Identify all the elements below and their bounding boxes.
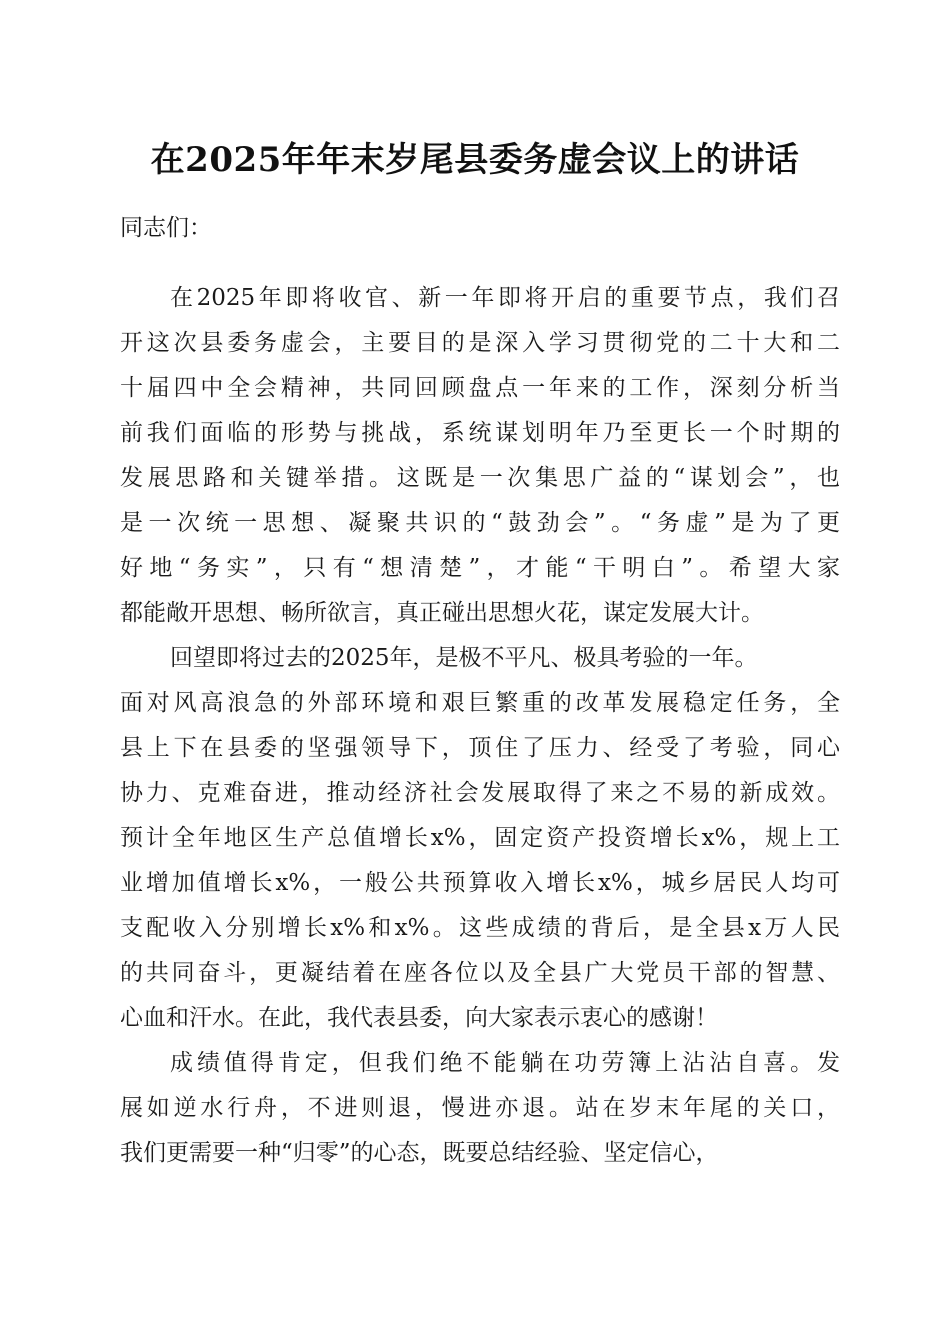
paragraph-line: 预计全年地区生产总值增长x%，固定资产投资增长x%，规上工	[120, 825, 840, 851]
paragraph-line: 前我们面临的形势与挑战，系统谋划明年乃至更长一个时期的	[120, 420, 840, 446]
paragraph-line: 开这次县委务虚会，主要目的是深入学习贯彻党的二十大和二	[120, 330, 840, 356]
paragraph-line: 发展思路和关键举措。这既是一次集思广益的“谋划会”，也	[120, 465, 840, 491]
paragraph-line: 心血和汗水。在此，我代表县委，向大家表示衷心的感谢！	[120, 1005, 718, 1031]
paragraph-line: 的共同奋斗，更凝结着在座各位以及全县广大党员干部的智慧、	[120, 960, 840, 986]
paragraph-line: 面对风高浪急的外部环境和艰巨繁重的改革发展稳定任务，全	[120, 690, 840, 716]
paragraph-line: 十届四中全会精神，共同回顾盘点一年来的工作，深刻分析当	[120, 375, 840, 401]
paragraph-line: 我们更需要一种“归零”的心态，既要总结经验、坚定信心，	[120, 1140, 719, 1166]
paragraph-line: 好地“务实”，只有“想清楚”，才能“干明白”。希望大家	[120, 555, 840, 581]
paragraph-line: 回望即将过去的2025年，是极不平凡、极具考验的一年。	[170, 645, 758, 671]
paragraph-line: 展如逆水行舟，不进则退，慢进亦退。站在岁末年尾的关口，	[120, 1095, 840, 1121]
paragraph-line: 是一次统一思想、凝聚共识的“鼓劲会”。“务虚”是为了更	[120, 510, 840, 536]
paragraph-line: 在2025年即将收官、新一年即将开启的重要节点，我们召	[170, 285, 840, 311]
paragraph-line: 县上下在县委的坚强领导下，顶住了压力、经受了考验，同心	[120, 735, 840, 761]
salutation: 同志们：	[120, 215, 212, 241]
document-title: 在2025年年末岁尾县委务虚会议上的讲话	[150, 140, 800, 180]
paragraph-line: 业增加值增长x%，一般公共预算收入增长x%，城乡居民人均可	[120, 870, 840, 896]
paragraph-line: 支配收入分别增长x%和x%。这些成绩的背后，是全县x万人民	[120, 915, 840, 941]
paragraph-line: 成绩值得肯定，但我们绝不能躺在功劳簿上沾沾自喜。发	[170, 1050, 840, 1076]
paragraph-line: 协力、克难奋进，推动经济社会发展取得了来之不易的新成效。	[120, 780, 840, 806]
paragraph-line: 都能敞开思想、畅所欲言，真正碰出思想火花，谋定发展大计。	[120, 600, 764, 626]
